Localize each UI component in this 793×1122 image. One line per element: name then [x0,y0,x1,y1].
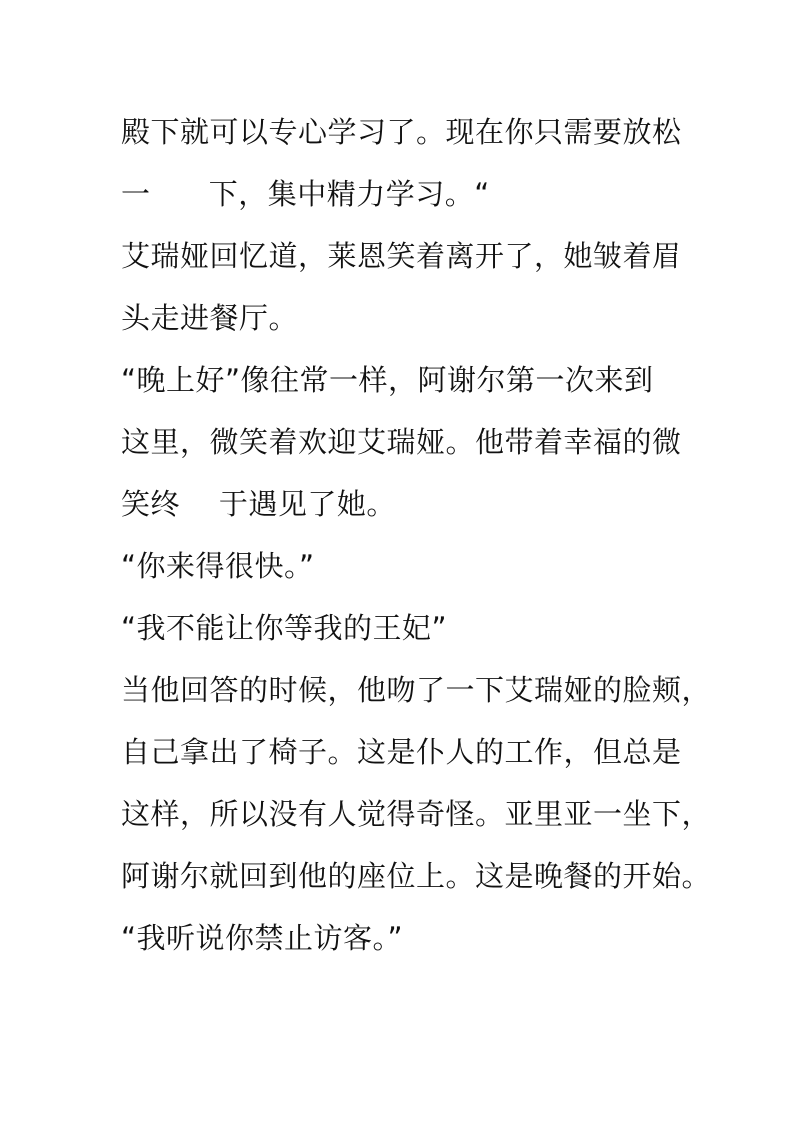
text-line-10: 当他回答的时候，他吻了一下艾瑞娅的脸颊， [121,673,712,707]
text-line-13: 阿谢尔就回到他的座位上。这是晚餐的开始。 [121,859,712,893]
text-line-7: 笑终 于遇见了她。 [121,487,396,521]
text-line-11: 自己拿出了椅子。这是仆人的工作，但总是 [121,735,682,769]
text-line-8: “你来得很快。” [121,549,315,583]
text-line-14: “我听说你禁止访客。” [121,921,404,955]
text-line-3: 艾瑞娅回忆道，莱恩笑着离开了，她皱着眉 [121,239,682,273]
text-line-5: “晚上好”像往常一样，阿谢尔第一次来到 [121,363,654,397]
text-line-6: 这里，微笑着欢迎艾瑞娅。他带着幸福的微 [121,425,682,459]
text-line-1: 殿下就可以专心学习了。现在你只需要放松 [121,115,682,149]
text-line-12: 这样，所以没有人觉得奇怪。亚里亚一坐下， [121,797,712,831]
text-line-4: 头走进餐厅。 [121,301,299,335]
text-line-9: “我不能让你等我的王妃” [121,611,448,645]
text-line-2: 一 下，集中精力学习。“ [121,177,490,211]
